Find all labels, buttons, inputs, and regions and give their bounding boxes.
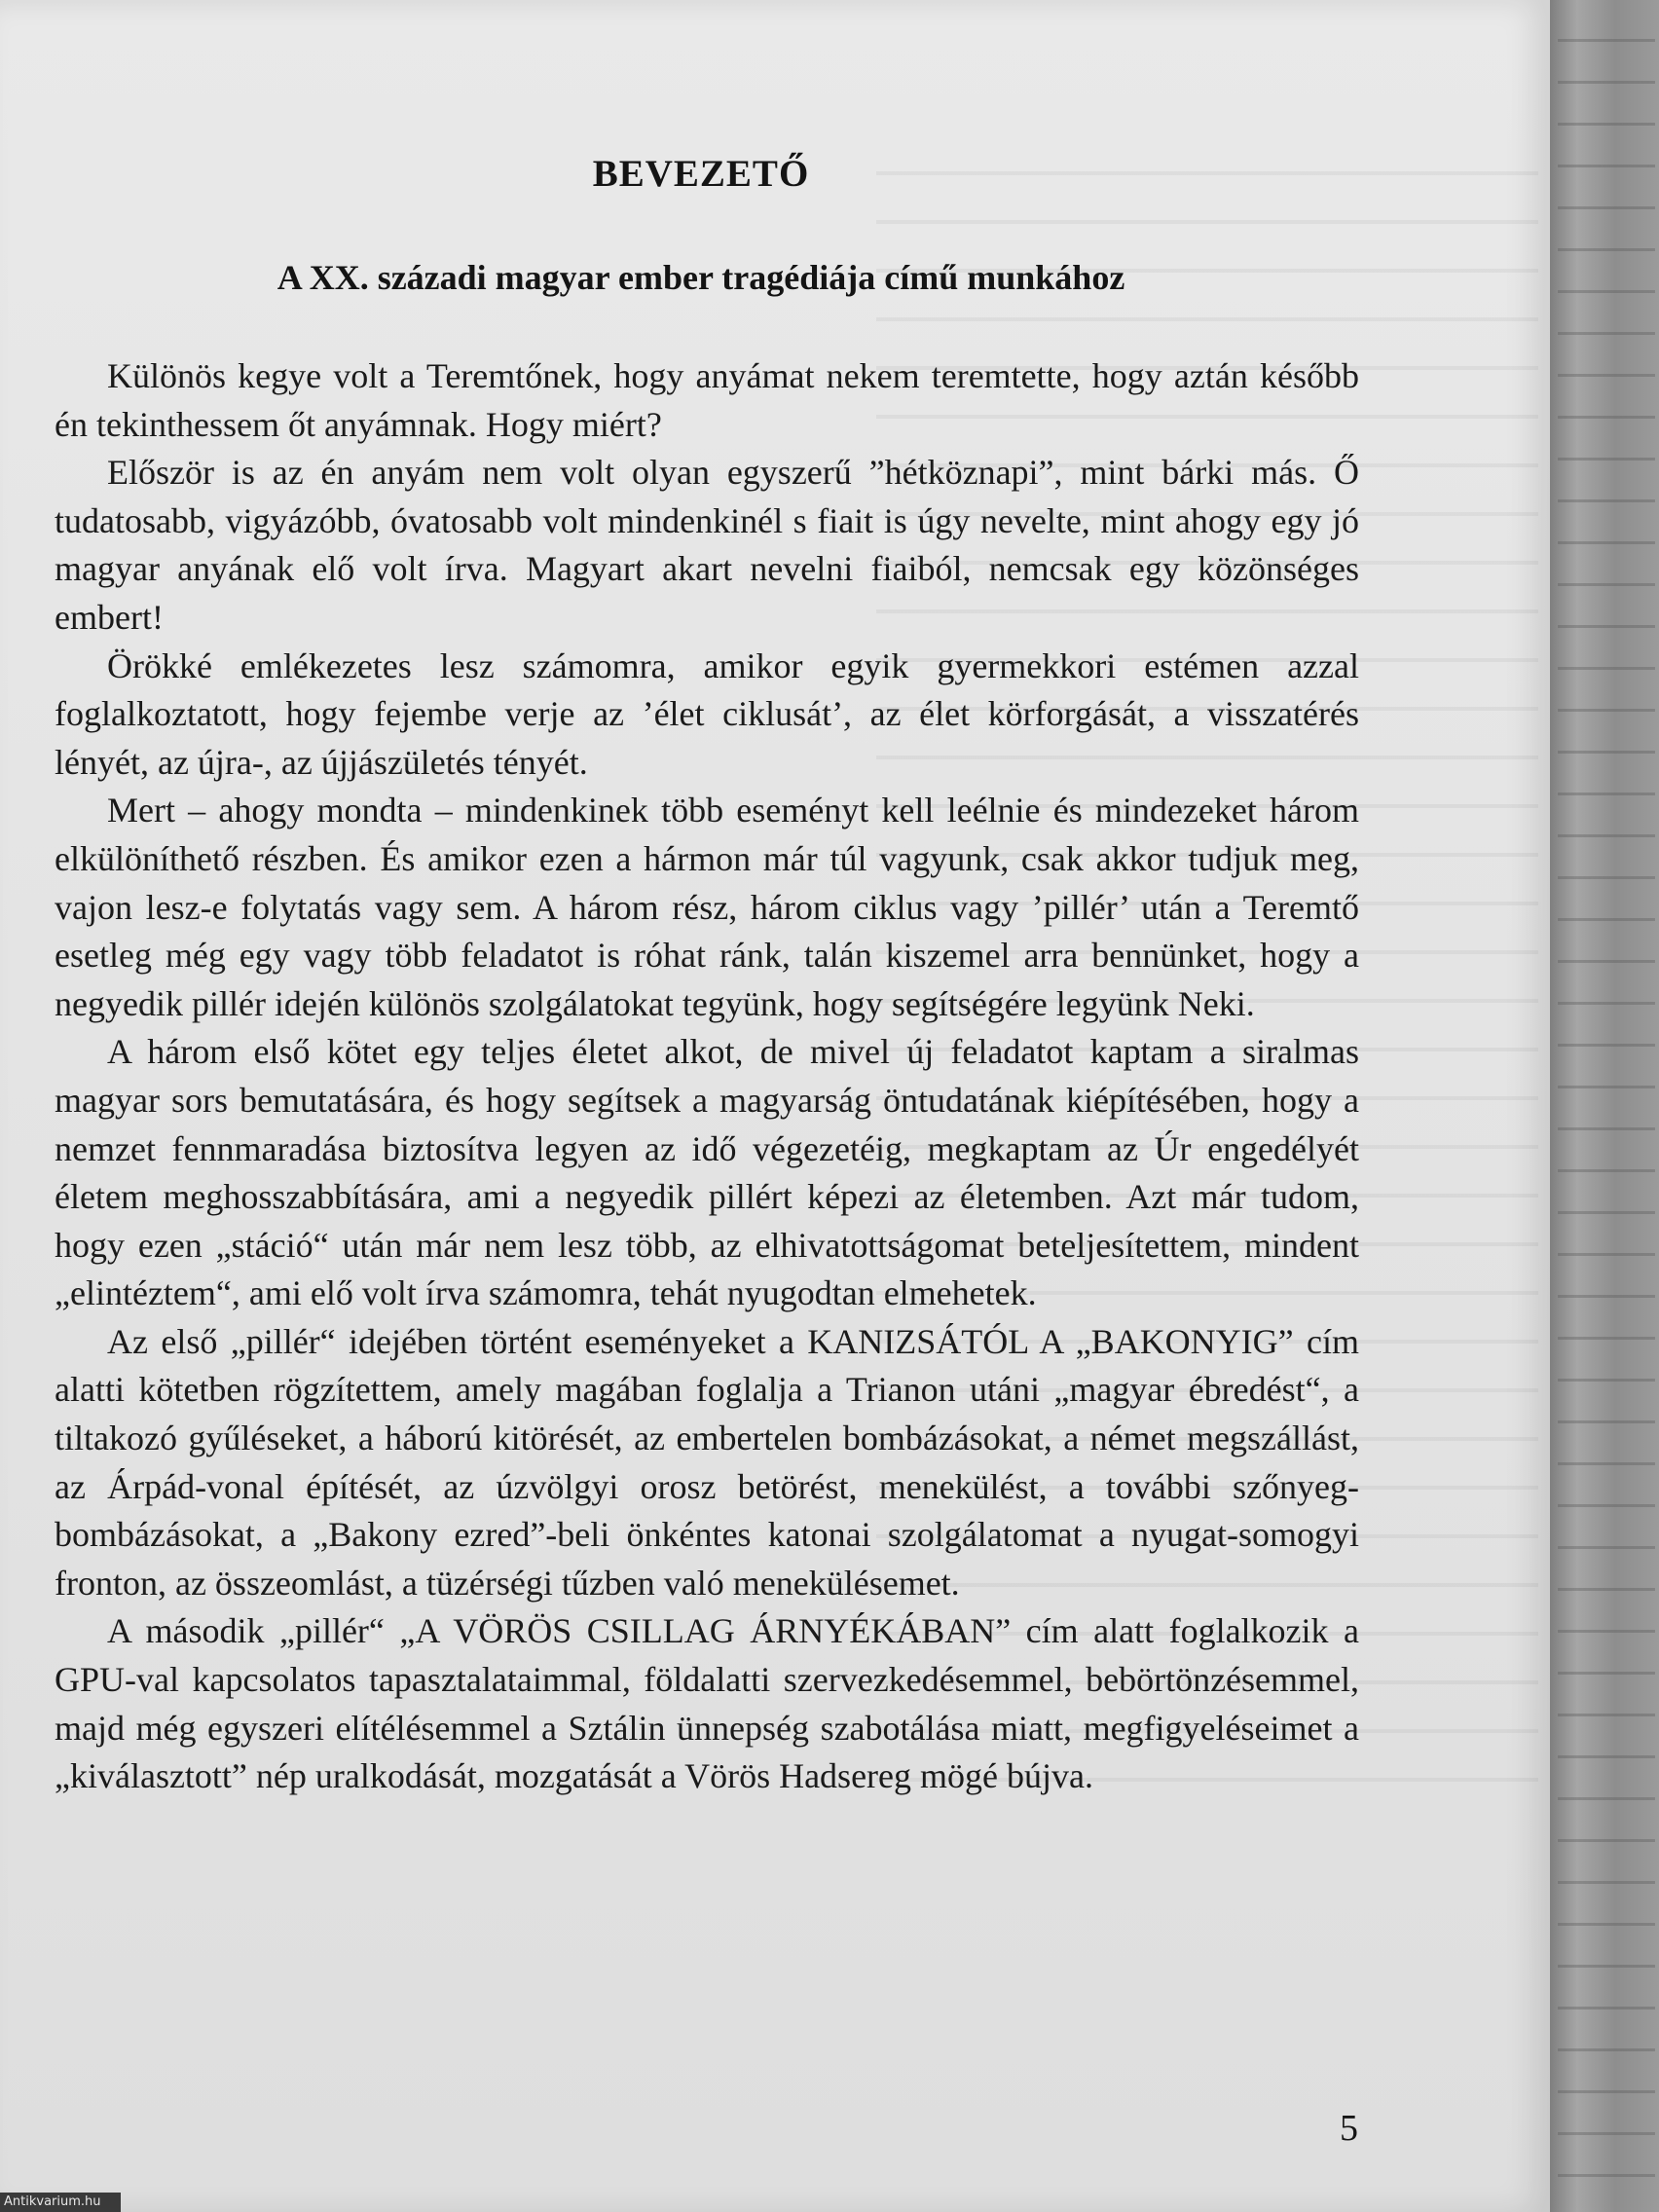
page-subtitle: A XX. századi magyar ember tragédiája című munkához: [276, 258, 1125, 297]
watermark-label: Antikvarium.hu: [0, 2193, 121, 2212]
page-edge-texture: [1558, 0, 1655, 2212]
body-text: [55, 352, 1359, 1801]
paragraph: Az első „pillér“ idejében történt eseményeket a KANIZSÁTÓL A „BAKONYIG” cím alatti kötetben rögzítettem, amely magában foglalja a Trianon utáni „magyar ébredést“, a tiltakozó gyűléseket, a háború kitörését, az embertelen bombázásokat, a német megszállást, az Árpád-vonal építését, az úzvölgyi orosz betörést, menekülést, a további szőnyeg-bombázásokat, a „Bakony ezred”-beli önkéntes katonai szolgálatomat a nyugat-somogyi fronton, az összeomlást, a tüzérségi tűzben való menekülésemet.: [55, 1321, 1359, 1603]
paragraph: A három első kötet egy teljes életet alkot, de mivel új feladatot kaptam a siralmas magyar sors bemutatására, és hogy segítsek a magyarság öntudatának kiépítésében, hogy a nemzet fennmaradása biztosítva legyen az idő végezetéig, megkaptam az Úr engedélyét életem meghosszabbítására, ami a negyedik pillért képezi az életemben. Azt már tudom, hogy ezen „stáció“ után már nem lesz több, az elhivatottságomat beteljesítettem, mindent „elintéztem“, ami elő volt írva számomra, tehát nyugodtan elmehetek.: [55, 1032, 1359, 1313]
paragraph: A második „pillér“ „A VÖRÖS CSILLAG ÁRNYÉKÁBAN” cím alatt foglalkozik a GPU-val kapcsolatos tapasztalataimmal, földalatti szervezkedésemmel, bebörtönzésemmel, majd még egyszeri elítélésemmel a Sztálin ünnepség szabotálása miatt, megfigyeléseimet a „kiválasztott” nép uralkodását, mozgatását a Vörös Hadsereg mögé bújva.: [55, 1611, 1359, 1796]
paragraph: Mert – ahogy mondta – mindenkinek több eseményt kell leélnie és mindezeket három elkülöníthető részben. És amikor ezen a hármon már túl vagyunk, csak akkor tudjuk meg, vajon lesz-e folytatás vagy sem. A három rész, három ciklus vagy ’pillér’ után a Teremtő esetleg még egy vagy több feladatot is róhat ránk, talán kiszemel arra bennünket, hogy a negyedik pillér idején különös szolgálatokat tegyünk, hogy segítségére legyünk Neki.: [55, 791, 1359, 1023]
page-number: 5: [1340, 2108, 1358, 2149]
paragraph: Örökké emlékezetes lesz számomra, amikor egyik gyermekkori estémen azzal foglalkoztatott, hogy fejembe verje az ’élet ciklusát’, az élet körforgását, a visszatérés lényét, az újra-, az újjászületés tényét.: [55, 645, 1359, 782]
page-title: BEVEZETŐ: [592, 153, 810, 195]
paragraph: Különös kegye volt a Teremtőnek, hogy anyámat nekem teremtette, hogy aztán később én tekinthessem őt anyámnak. Hogy miért?: [55, 356, 1359, 444]
paragraph: Először is az én anyám nem volt olyan egyszerű ”hétköznapi”, mint bárki más. Ő tudatosabb, vigyázóbb, óvatosabb volt mindenkinél s fiait is úgy nevelte, mint ahogy egy jó magyar anyának elő volt írva. Magyart akart nevelni fiaiból, nemcsak egy közönséges embert!: [55, 453, 1359, 637]
